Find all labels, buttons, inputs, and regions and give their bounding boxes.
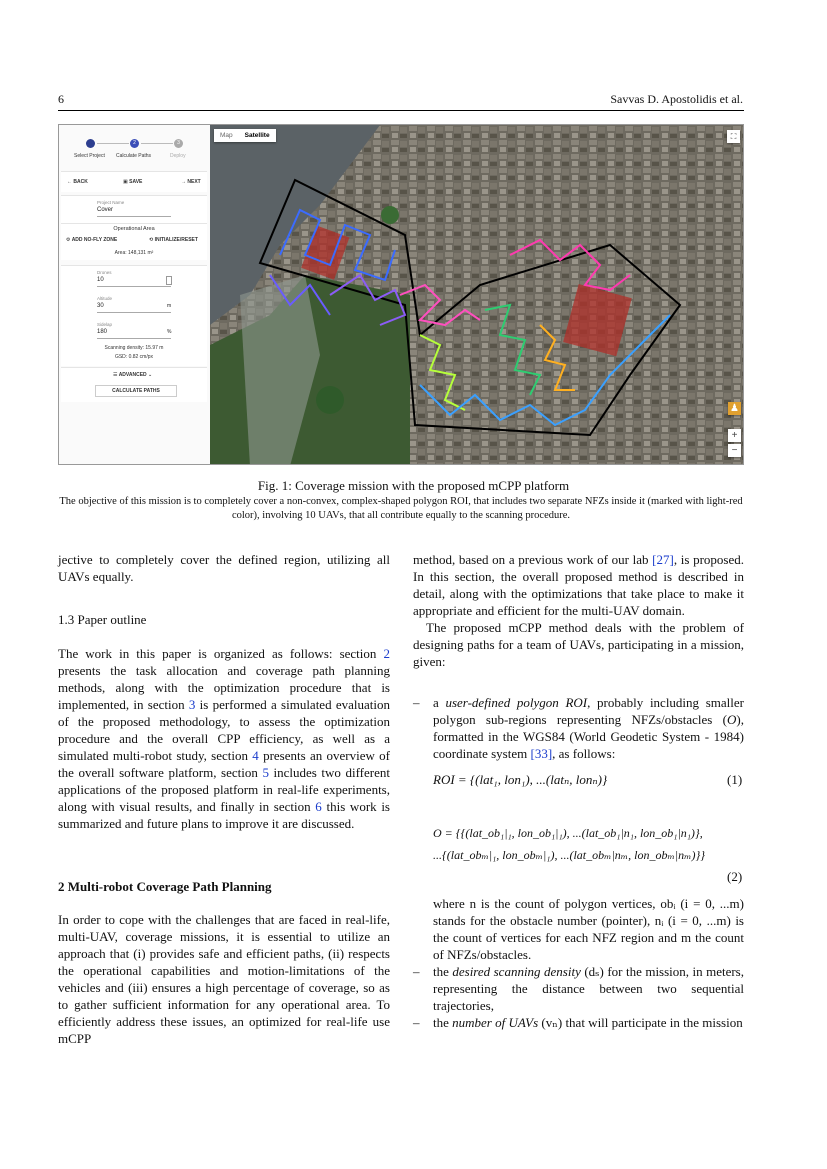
back-button[interactable]: ← BACK: [67, 179, 88, 185]
stepper-connector: [141, 143, 173, 144]
stepper-connector: [97, 143, 129, 144]
advanced-toggle[interactable]: ☰ ADVANCED ⌄: [113, 372, 153, 378]
satellite-tab[interactable]: Satellite: [244, 132, 270, 139]
sidelap-label: Sidelap: [97, 322, 113, 327]
left-column: [58, 551, 390, 585]
figure-caption-text: The objective of this mission is to completely cover a non-convex, complex-shaped polygon ROI, that includes two separate NFZs inside it (marked with light-red color), involving 10 UAVs, that all contribute equally to the scanning procedure.: [59, 496, 743, 521]
section-3-link[interactable]: 3: [188, 697, 196, 712]
add-nfz-button[interactable]: ⚙ ADD NO-FLY ZONE: [66, 237, 118, 243]
step-deploy[interactable]: Deploy: [170, 153, 186, 159]
input-underline: [97, 312, 171, 313]
section-2-link[interactable]: 2: [383, 646, 390, 661]
step-2-active-icon: [130, 139, 139, 148]
project-name-label: Project Name: [97, 200, 125, 205]
save-button[interactable]: ▣ SAVE: [123, 179, 143, 185]
section-4-link[interactable]: 4: [252, 748, 259, 763]
sidelap-unit: %: [167, 329, 172, 335]
bullet-scanning-density: – the desired scanning density (dₛ) for the mission, in meters, representing the distance between two sequential trajectories,: [413, 964, 744, 1013]
sidelap-input[interactable]: 180: [97, 329, 108, 335]
paragraph: The proposed mCPP method deals with the problem of designing paths for a team of UAVs, participating in a mission, given:: [413, 620, 744, 669]
equation-2-line-2: ...{(lat_obₘ|₁, lon_obₘ|₁), ...(lat_obₘ|nₘ, lon_obₘ|nₘ)}}: [433, 848, 706, 862]
step-3-number: 3: [177, 140, 180, 146]
input-underline: [97, 338, 171, 339]
step-1-complete-icon: [86, 139, 95, 148]
altitude-unit: m: [167, 303, 172, 309]
equation-2-line-1: O = {{(lat_ob₁|₁, lon_ob₁|₁), ...(lat_ob₁|n₁, lon_ob₁|n₁)},: [433, 826, 703, 840]
satellite-map[interactable]: [210, 125, 744, 465]
step-3-inactive-icon: [174, 139, 183, 148]
altitude-label: Altitude: [97, 296, 113, 301]
scanning-density-readout: Scanning density: 15.97 m: [104, 345, 164, 351]
bullet-roi: – a user-defined polygon ROI, probably including smaller polygon sub-regions representing NFZs/obstacles (O), formatted in the WGS84 (World Geodetic System - 1984) coordinate system [33], as follows:: [413, 695, 744, 761]
step-select-project[interactable]: Select Project: [74, 153, 105, 159]
paragraph: jective to completely cover the defined region, utilizing all UAVs equally.: [58, 552, 390, 584]
map-canvas: [210, 125, 744, 465]
section-5-link[interactable]: 5: [262, 765, 269, 780]
input-underline: [97, 216, 171, 217]
parameters-card: [61, 265, 207, 366]
map-type-toggle[interactable]: [214, 129, 276, 142]
project-card: [61, 195, 207, 226]
zoom-out-button[interactable]: −: [728, 444, 741, 457]
equation-1: ROI = {(lat₁, lon₁), ...(latₙ, lonₙ)}: [433, 772, 608, 787]
right-column-intro: method, based on a previous work of our lab [27], is proposed. In this section, the overall proposed method is described in detail, along with the optimizations that take place to make it appropriate and efficient for the multi-UAV domain. The proposed mCPP method deals with the problem of designing paths for a team of UAVs, participating in a mission, given:: [413, 552, 744, 669]
drones-label: Drones: [97, 270, 112, 275]
calculate-paths-button[interactable]: CALCULATE PATHS: [95, 385, 177, 397]
section-heading-1-3: 1.3 Paper outline: [58, 612, 147, 627]
map-tab[interactable]: Map: [220, 132, 233, 139]
fullscreen-icon[interactable]: ⛶: [727, 130, 740, 143]
header-rule: [58, 110, 744, 111]
step-calculate-paths[interactable]: Calculate Paths: [116, 153, 152, 159]
gsd-readout: GSD: 0.82 cm/px: [114, 354, 154, 360]
section-2-paragraph: In order to cope with the challenges that are faced in real-life, multi-UAV, coverage missions, it is essential to utilize an approach that (i) provides safe and efficient paths, (ii) respects the operational capabilities and motion-limitations of the vehicles and (iii) ensures a high percentage of coverage, so as to gather sufficient information for any operational area. To efficiently address these issues, an optimized for real-life use mCPP: [58, 912, 390, 1046]
tree-icon: [381, 206, 399, 224]
section-heading-2: 2 Multi-robot Coverage Path Planning: [58, 879, 272, 894]
figure-caption-title: Fig. 1: Coverage mission with the proposed mCPP platform: [257, 478, 570, 493]
next-button[interactable]: → NEXT: [181, 179, 201, 185]
input-underline: [97, 286, 171, 287]
bullet-dash: –: [413, 695, 420, 710]
step-2-number: 2: [133, 140, 136, 146]
operational-area-card: [61, 223, 207, 260]
tree-icon: [316, 386, 344, 414]
drones-input[interactable]: 10: [97, 277, 104, 283]
bullet-dash: –: [413, 964, 420, 979]
mcpp-side-panel: [59, 125, 211, 465]
equation-1-number: (1): [727, 772, 743, 787]
bullet-number-of-uavs: – the number of UAVs (vₙ) that will participate in the mission: [413, 1015, 743, 1030]
initialize-reset-button[interactable]: ⟲ INITIALIZE/RESET: [149, 237, 198, 243]
project-name-input[interactable]: Cover: [97, 207, 114, 213]
bullet-dash: –: [413, 1015, 420, 1030]
toolbar-card: [61, 171, 207, 192]
altitude-input[interactable]: 30: [97, 303, 104, 309]
paper-outline-paragraph: The work in this paper is organized as follows: section 2 presents the task allocation and coverage path planning methods, along with the optimization procedure that is implemented, in section 3 is performed a simulated evaluation of the proposed methodology, to assess the optimization procedure and the overall CPP efficiency, as well as a simulated multi-robot study, section 4 presents an overview of the overall software platform, section 5 includes two different applications of the proposed platform in real-life experiments, along with visual results, and finally in section 6 this work is summarized and future plans to improve it are discussed.: [58, 646, 390, 831]
operational-area-title: Operational Area: [113, 226, 155, 232]
drones-stepper-icon[interactable]: [166, 276, 172, 285]
area-readout: Area: 148,131 m²: [114, 250, 154, 256]
where-paragraph: where n is the count of polygon vertices, obᵢ (i = 0, ...m) stands for the obstacle number (pointer), nᵢ (i = 0, ...m) is the count of vertices for each NFZ region and m the count of NFZs/obstacles.: [433, 896, 744, 962]
actions-card: [61, 367, 207, 402]
running-head-authors: Savvas D. Apostolidis et al.: [610, 92, 743, 106]
page-number: 6: [58, 92, 64, 106]
equation-2-number: (2): [727, 869, 743, 884]
pegman-icon[interactable]: ♟: [728, 402, 741, 415]
figure-screenshot: [58, 124, 744, 465]
citation-27-link[interactable]: [27]: [652, 552, 674, 567]
citation-33-link[interactable]: [33]: [530, 746, 553, 761]
zoom-in-button[interactable]: +: [728, 429, 741, 442]
section-6-link[interactable]: 6: [315, 799, 322, 814]
